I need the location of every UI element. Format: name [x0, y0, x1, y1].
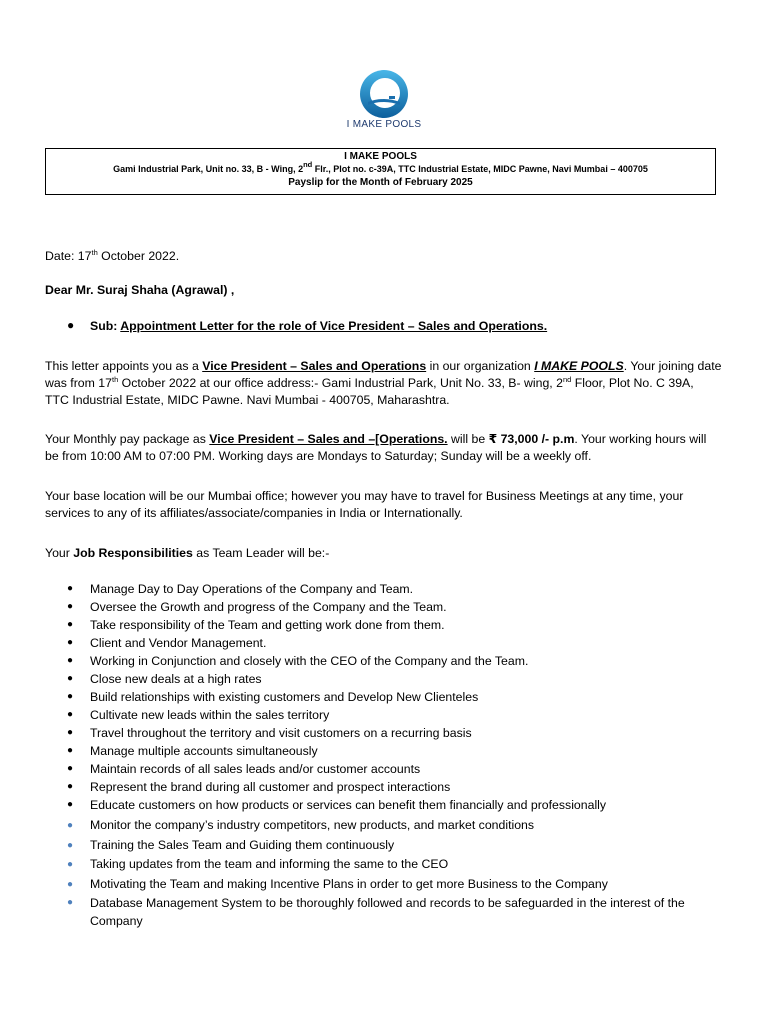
p3-line1: Your base location will be our Mumbai office; however you may have to travel for Business Meetings at any time, your	[45, 489, 684, 503]
responsibility-item	[0, 816, 720, 836]
responsibility-text: Represent the brand during all customer and prospect interactions	[90, 780, 451, 794]
responsibility-item	[0, 652, 720, 670]
responsibility-item	[0, 598, 720, 616]
responsibility-item	[0, 855, 720, 875]
bullet-icon: ●	[67, 859, 74, 870]
responsibility-item	[0, 670, 720, 688]
responsibility-text: Monitor the company’s industry competitors, new products, and market conditions	[90, 818, 535, 832]
responsibility-text: Working in Conjunction and closely with the CEO of the Company and the Team.	[90, 654, 529, 668]
bullet-icon: ●	[67, 691, 74, 702]
responsibility-item	[0, 760, 720, 778]
header-address-sup: nd	[303, 160, 313, 169]
bullet-icon: ●	[67, 763, 74, 774]
responsibilities-list	[0, 580, 720, 930]
bullet-icon: ●	[67, 781, 74, 792]
p1-sup2: nd	[562, 375, 572, 384]
letter-date	[45, 248, 179, 265]
p4-text-a: Your	[45, 546, 74, 560]
bullet-icon: ●	[67, 583, 74, 594]
bullet-icon: ●	[67, 601, 74, 612]
responsibility-text: Manage Day to Day Operations of the Company and Team.	[90, 582, 414, 596]
p1-sup1: th	[111, 375, 119, 384]
responsibility-item	[0, 894, 720, 930]
p1-text-d: was from 17	[45, 376, 112, 390]
responsibility-text: Cultivate new leads within the sales territory	[90, 708, 330, 722]
bullet-icon: ●	[67, 839, 74, 851]
responsibility-text: Training the Sales Team and Guiding them continuously	[90, 837, 395, 852]
company-logo	[336, 68, 432, 130]
bullet-icon: ●	[67, 655, 74, 666]
bullet-icon: ●	[67, 878, 74, 890]
header-payslip-title: Payslip for the Month of February 2025	[288, 177, 473, 188]
p1-text-a: This letter appoints you as a	[45, 359, 203, 373]
p4-job-responsibilities: Job Responsibilities	[73, 546, 193, 560]
p1-text-b: in our organization	[426, 359, 535, 373]
p1-text-f: Floor, Plot No. C 39A,	[571, 376, 694, 390]
header-address-part1: Gami Industrial Park, Unit no. 33, B - Wing, 2	[113, 164, 304, 174]
p2-text-d: be from 10:00 AM to 07:00 PM. Working days are Mondays to Saturday; Sunday will be a weekly off.	[45, 449, 592, 463]
responsibility-text: Database Management System to be thoroughly followed and records to be safeguarded in the interest of the Company	[90, 896, 685, 928]
responsibility-item	[0, 875, 720, 895]
header-address	[46, 160, 715, 175]
subject-line	[90, 318, 547, 335]
p1-text-c: . Your joining date	[623, 359, 722, 373]
responsibility-item	[0, 688, 720, 706]
date-sup: th	[91, 248, 98, 257]
responsibility-item	[0, 580, 720, 598]
bullet-icon: ●	[67, 673, 74, 684]
paragraph-responsibilities-intro	[45, 545, 329, 562]
logo-text: I MAKE POOLS	[346, 119, 422, 130]
responsibility-text: Motivating the Team and making Incentive Plans in order to get more Business to the Company	[90, 876, 608, 891]
p2-role: Vice President – Sales and –[Operations.	[209, 432, 448, 446]
p2-amount: ₹ 73,000 /- p.m	[488, 432, 575, 446]
responsibility-text: Maintain records of all sales leads and/or customer accounts	[90, 762, 421, 776]
salutation: Dear Mr. Suraj Shaha (Agrawal) ,	[45, 283, 235, 297]
responsibility-item	[0, 706, 720, 724]
p2-text-c: . Your working hours will	[574, 432, 707, 446]
responsibility-text: Taking updates from the team and informing the same to the CEO	[90, 857, 449, 871]
p2-text-b: will be	[447, 432, 489, 446]
responsibility-item	[0, 634, 720, 652]
bullet-icon: ●	[67, 820, 74, 831]
paragraph-appointment	[45, 358, 725, 409]
bullet-icon: ●	[67, 799, 74, 810]
responsibility-item	[0, 742, 720, 760]
header-address-part2: Flr., Plot no. c-39A, TTC Industrial Estate, MIDC Pawne, Navi Mumbai – 400705	[312, 164, 648, 174]
responsibility-item	[0, 778, 720, 796]
responsibility-text: Build relationships with existing customers and Develop New Clienteles	[90, 690, 479, 704]
p1-text-e: October 2022 at our office address:- Gami Industrial Park, Unit No. 33, B- wing, 2	[118, 376, 563, 390]
pool-logo-icon	[359, 68, 409, 120]
responsibility-text: Educate customers on how products or services can benefit them financially and professionally	[90, 798, 607, 812]
subject-label: Sub:	[90, 319, 121, 333]
date-suffix: October 2022.	[97, 249, 180, 263]
paragraph-location	[45, 488, 725, 522]
bullet-icon: ●	[67, 637, 74, 648]
date-prefix: Date: 17	[45, 249, 92, 263]
bullet-icon: ●	[67, 709, 74, 720]
bullet-icon: ●	[67, 727, 74, 738]
p1-role: Vice President – Sales and Operations	[202, 359, 427, 373]
p1-org: I MAKE POOLS	[534, 359, 624, 373]
responsibility-text: Close new deals at a high rates	[90, 672, 262, 686]
p2-text-a: Your Monthly pay package as	[45, 432, 210, 446]
p1-text-g: TTC Industrial Estate, MIDC Pawne. Navi Mumbai - 400705, Maharashtra.	[45, 393, 450, 407]
paragraph-pay-package	[45, 431, 725, 465]
responsibility-text: Client and Vendor Management.	[90, 636, 267, 650]
subject-bullet: ●	[67, 318, 75, 332]
bullet-icon: ●	[67, 897, 74, 908]
bullet-icon: ●	[67, 745, 74, 756]
responsibility-item	[0, 796, 720, 814]
responsibility-item	[0, 836, 720, 856]
responsibility-text: Manage multiple accounts simultaneously	[90, 744, 318, 758]
header-company-name: I MAKE POOLS	[344, 151, 417, 162]
p3-line2: services to any of its affiliates/associate/companies in India or Internationally.	[45, 506, 463, 520]
subject-text: Appointment Letter for the role of Vice President – Sales and Operations.	[120, 319, 548, 333]
responsibility-item	[0, 616, 720, 634]
company-header-box	[45, 148, 716, 195]
responsibility-text: Oversee the Growth and progress of the Company and the Team.	[90, 600, 447, 614]
responsibility-text: Take responsibility of the Team and getting work done from them.	[90, 618, 445, 632]
bullet-icon: ●	[67, 619, 74, 630]
responsibility-text: Travel throughout the territory and visit customers on a recurring basis	[90, 726, 472, 740]
p4-text-c: as Team Leader will be:-	[192, 546, 330, 560]
responsibility-item	[0, 724, 720, 742]
